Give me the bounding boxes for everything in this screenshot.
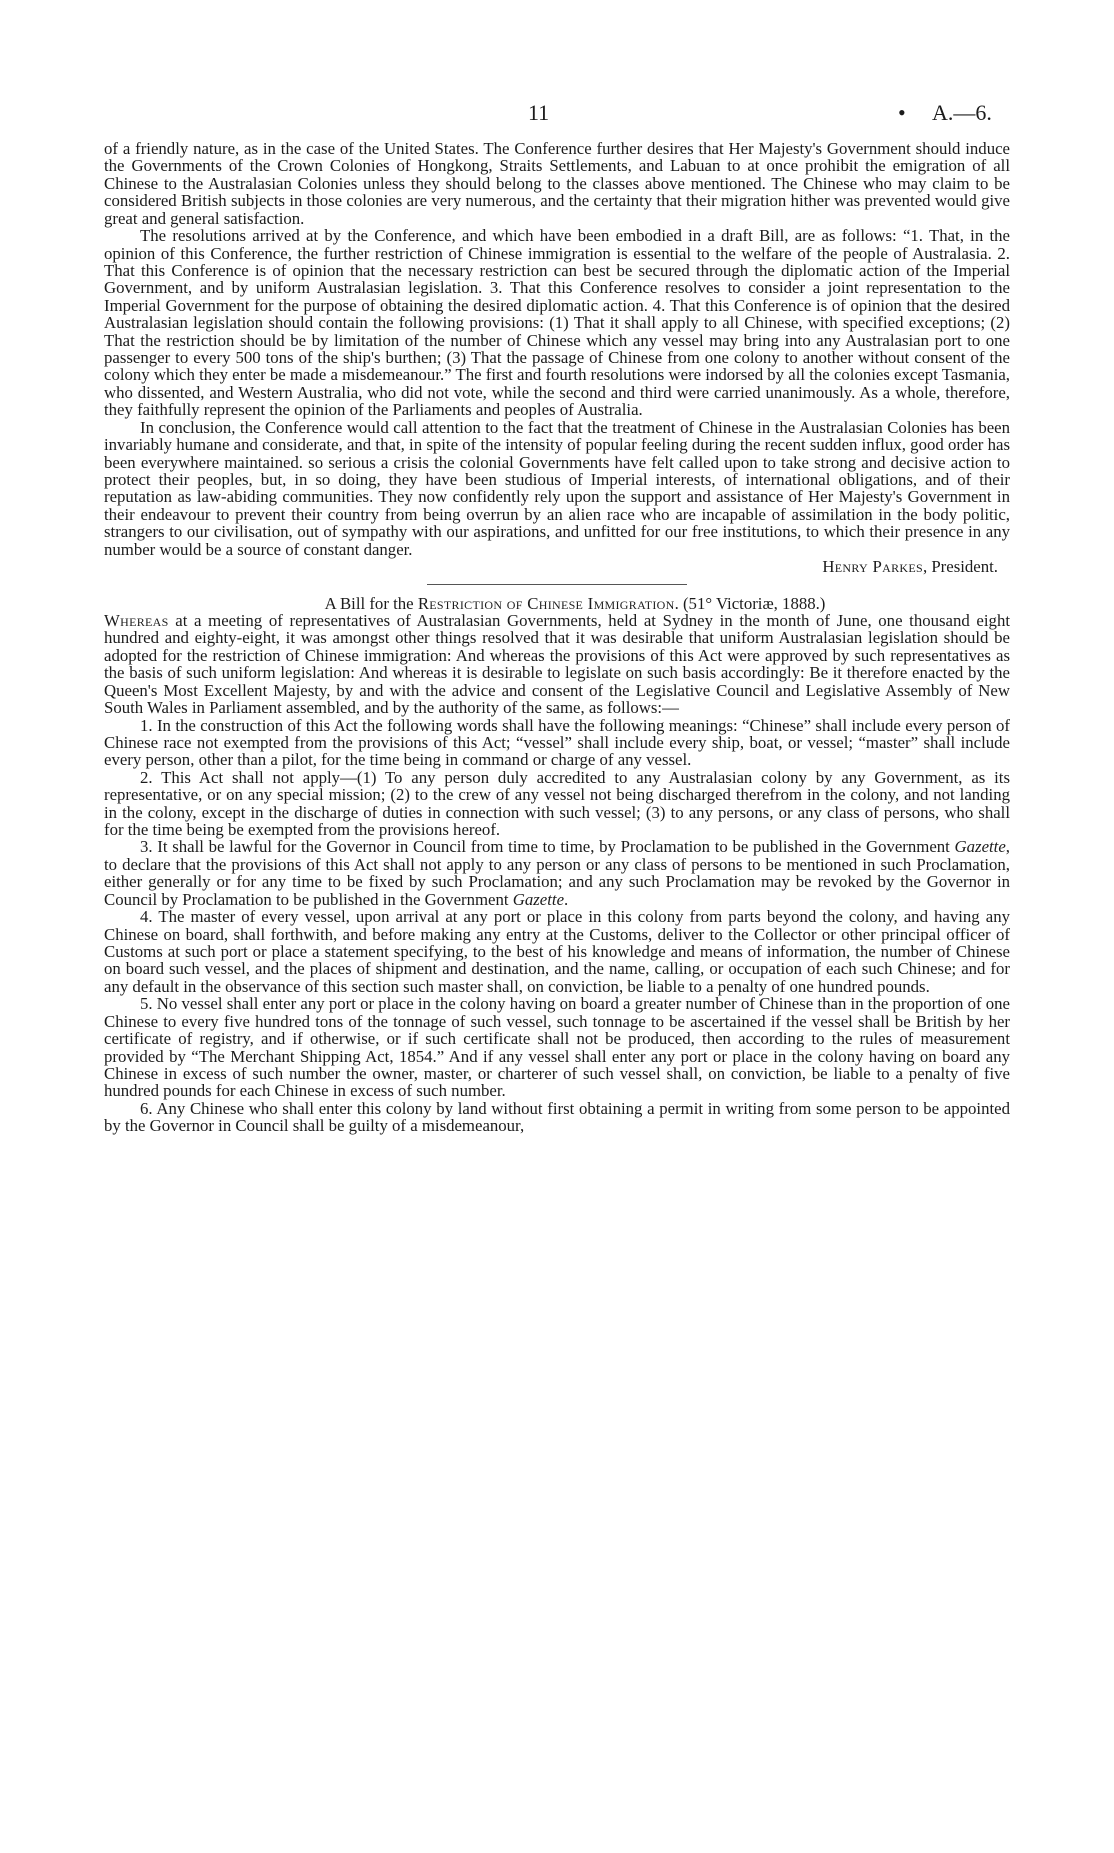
signature-name: Henry Parkes bbox=[822, 557, 923, 577]
section-2: 2. This Act shall not apply—(1) To any person duly accredited to any Australasian colony by any Government, as its representative, or on any special mission; (2) to the crew of any vessel not being discharged therefrom in the colony, and not landing in the colony, except in the discharge of duties in connection with such vessel; (3) to any persons, or any class of persons, who shall for the time being be exempted from the provisions hereof. bbox=[104, 767, 1010, 840]
document-body bbox=[104, 140, 1010, 1135]
page-number: 11 bbox=[528, 100, 550, 125]
conference-paragraph-1: of a friendly nature, as in the case of the United States. The Conference further desires that Her Majesty's Government should induce the Governments of the Crown Colonies of Hongkong, Straits Settlements, and Labuan to at once prohibit the emigration of all Chinese to the Australasian Colonies unless they should belong to the classes above mentioned. The Chinese who may claim to be considered British subjects in those colonies are very numerous, and the certainty that their migration hither was prevented would give great and general satisfaction. bbox=[104, 139, 1010, 228]
page-header bbox=[0, 100, 1114, 132]
bill-preamble bbox=[104, 612, 1010, 717]
section-3 bbox=[104, 838, 1010, 908]
section-6: 6. Any Chinese who shall enter this colony by land without first obtaining a permit in writing from some person to be appointed by the Governor in Council shall be guilty of a misdemeanour, bbox=[104, 1098, 1010, 1136]
section-1: 1. In the construction of this Act the following words shall have the following meanings: “Chinese” shall include every person of Chinese race not exempted from the provisions of this Act; “vessel” shall include every ship, boat, or vessel; “master” shall include every person, other than a pilot, for the time being in command or charge of any vessel. bbox=[104, 715, 1010, 770]
conference-paragraph-3: In conclusion, the Conference would call attention to the fact that the treatment of Chinese in the Australasian Colonies has been invariably humane and considerate, and that, in spite of the intensity of popular feeling during the recent sudden influx, good order has been everywhere maintained. so serious a crisis the colonial Governments have felt called upon to take strong and decisive action to protect their peoples, but, in so doing, they have been studious of Imperial interests, of international obligations, and of their reputation as law-abiding communities. They now confidently rely upon the support and assistance of Her Majesty's Government in their endeavour to prevent their country from being overrun by an alien race who are incapable of assimilation in the body politic, strangers to our civilisation, out of sympathy with our aspirations, and unfitted for our free institutions, to which their presence in any number would be a source of constant danger. bbox=[104, 417, 1010, 559]
section-3-gazette-2: Gazette bbox=[512, 889, 565, 909]
bill-title bbox=[104, 595, 1010, 612]
bill-title-caps: Restriction of Chinese Immigration bbox=[417, 593, 675, 613]
conference-paragraph-2: The resolutions arrived at by the Conference, and which have been embodied in a draft Bill, are as follows: “1. That, in the opinion of this Conference, the further restriction of Chinese immigration is essential to the welfare of the people of Australasia. 2. That this Conference is of opinion that the necessary restriction can best be secured through the diplomatic action of the Imperial Government, and by uniform Australasian legislation. 3. That this Conference resolves to consider a joint representation to the Imperial Government for the purpose of obtaining the desired diplomatic action. 4. That this Conference is of opinion that the desired Australasian legislation should contain the following provisions: (1) That it shall apply to all Chinese, with specified exceptions; (2) That the restriction should be by limitation of the number of Chinese which any vessel may bring into any Australasian port to one passenger to every 500 tons of the ship's burthen; (3) That the passage of Chinese from one colony to another without consent of the colony which they enter be made a misdemeanour.” The first and fourth resolutions were indorsed by all the colonies except Tasmania, who dissented, and Western Australia, who did not vote, while the second and third were carried unanimously. As a whole, therefore, they faithfully represent the opinion of the Parliaments and peoples of Australia. bbox=[104, 226, 1010, 420]
bill-title-suffix: . (51° Victoriæ, 1888.) bbox=[674, 593, 826, 613]
bill-title-prefix: A Bill for the bbox=[324, 593, 418, 613]
preamble-text: at a meeting of representatives of Australasian Governments, held at Sydney in the month of June, one thousand eight hundred and eighty-eight, it was amongst other things resolved that it was desirable that uniform Australasian legislation should be adopted for the restriction of Chinese immigration: And whereas the provisions of this Act were approved by such representatives as the basis of such uniform legislation: And whereas it is desirable to legislate on such basis accordingly: Be it therefore enacted by the Queen's Most Excellent Majesty, by and with the advice and consent of the Legislative Council and Legislative Assembly of New South Wales in Parliament assembled, and by the authority of the same, as follows:— bbox=[104, 610, 1010, 718]
header-bullet: • bbox=[898, 100, 906, 125]
signature-title: , President. bbox=[922, 557, 998, 577]
preamble-lead: Whereas bbox=[104, 610, 169, 630]
section-divider bbox=[427, 584, 687, 585]
section-3-part-b: , to declare that the provisions of this Act shall not apply to any person or any class of persons to be mentioned in such Proclamation, either generally or for any time to be fixed by such Proclamation; and any such Proclamation may be revoked by the Governor in Council by Proclamation to be published in the Government bbox=[104, 837, 1010, 909]
section-4: 4. The master of every vessel, upon arrival at any port or place in this colony from parts beyond the colony, and having any Chinese on board, shall forthwith, and before making any entry at the Customs, deliver to the Collector or other principal officer of Customs at such port or place a statement specifying, to the best of his knowledge and means of information, the number of Chinese on board such vessel, and the places of shipment and destination, and the name, calling, or occupation of each such Chinese; and for any default in the observance of this section such master shall, on conviction, be liable to a penalty of one hundred pounds. bbox=[104, 907, 1010, 996]
section-5: 5. No vessel shall enter any port or place in the colony having on board a greater number of Chinese than in the proportion of one Chinese to every five hundred tons of the tonnage of such vessel, such tonnage to be ascertained if the vessel shall be British by her certificate of registry, and if otherwise, or if such certificate shall not be produced, then according to the rules of measurement provided by “The Merchant Shipping Act, 1854.” And if any vessel shall enter any port or place in the colony having on board any Chinese in excess of such number the owner, master, or charterer of such vessel shall, on conviction, be liable to a penalty of five hundred pounds for each Chinese in excess of such number. bbox=[104, 994, 1010, 1101]
section-3-gazette-1: Gazette bbox=[954, 837, 1006, 857]
document-reference: A.—6. bbox=[932, 100, 992, 125]
section-3-part-a: 3. It shall be lawful for the Governor in Council from time to time, by Proclamation to be published in the Government bbox=[140, 837, 955, 857]
section-3-part-c: . bbox=[564, 889, 569, 909]
signature bbox=[104, 558, 1010, 575]
